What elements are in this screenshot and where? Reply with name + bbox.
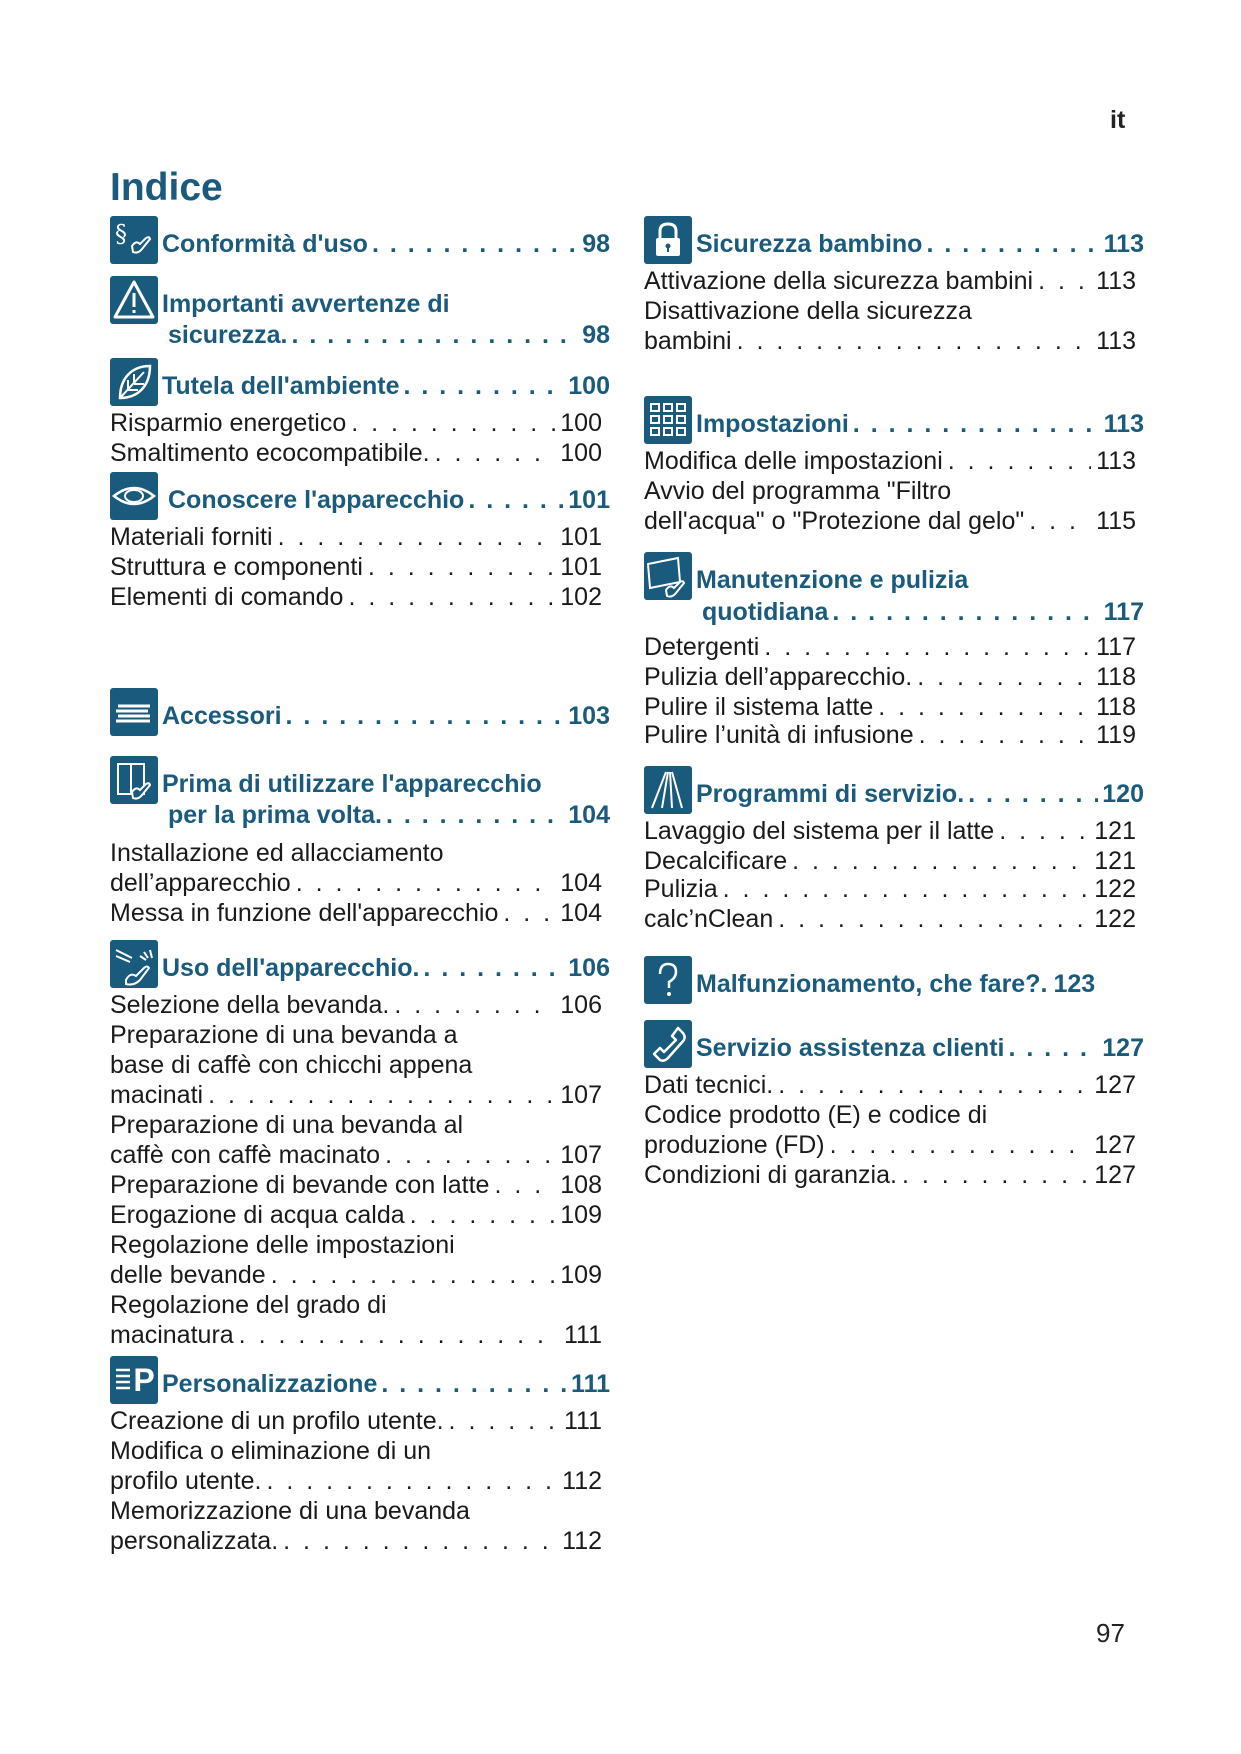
toc-entry[interactable]: Struttura e componenti . . . 101 [110,552,602,582]
toc-heading-customer-service[interactable]: Servizio assistenza clienti . . . 127 [696,1032,1144,1064]
toc-entry[interactable]: Risparmio energetico . . . 100 [110,408,602,438]
toc-heading-settings[interactable]: Impostazioni . . . 113 [696,408,1144,440]
use-icon [110,940,158,988]
personalization-icon: P [110,1356,158,1404]
toc-entry[interactable]: Lavaggio del sistema per il latte . . . 121 [644,816,1136,846]
toc-entry[interactable]: Pulire il sistema latte . . . 118 [644,692,1136,722]
lock-icon [644,216,692,264]
toc-entry[interactable]: Disattivazione della sicurezza bambini . . . 113 [644,296,1136,356]
toc-entry[interactable]: Materiali forniti . . . 101 [110,522,602,552]
toc-heading-safety-line1[interactable]: Importanti avvertenze di [162,290,450,318]
toc-heading-maintenance[interactable]: quotidiana . . . 117 [702,596,1144,628]
svg-text:§: § [115,220,127,248]
service-programs-icon [644,766,692,814]
toc-heading-accessories[interactable]: Accessori . . . 103 [162,700,610,732]
toc-entry[interactable]: Regolazione del grado di macinatura . . . 111 [110,1290,602,1350]
toc-entry[interactable]: Memorizzazione di una bevanda personalizzata. . . . 112 [110,1496,602,1556]
toc-heading-first-use[interactable]: per la prima volta. . . . 104 [168,799,610,831]
eye-icon [110,472,158,520]
toc-entry[interactable]: Detergenti . . . 117 [644,632,1136,662]
toc-entry[interactable]: Pulizia . . . 122 [644,874,1136,904]
toc-entry[interactable]: Codice prodotto (E) e codice di produzione (FD) . . . 127 [644,1100,1136,1160]
toc-heading-personalization[interactable]: Personalizzazione . . . 111 [162,1368,610,1400]
toc-entry[interactable]: Preparazione di bevande con latte . . . 108 [110,1170,602,1200]
toc-heading-safety[interactable]: sicurezza. . . . 98 [168,319,610,351]
toc-heading-child-lock[interactable]: Sicurezza bambino . . . 113 [696,228,1144,260]
toc-entry[interactable]: Creazione di un profilo utente. . . . 111 [110,1406,602,1436]
page-number: 97 [1096,1618,1125,1648]
settings-grid-icon [644,396,692,444]
question-icon [644,956,692,1004]
toc-heading-first-use-line1[interactable]: Prima di utilizzare l'apparecchio [162,770,542,798]
toc-entry[interactable]: Pulizia dell’apparecchio. . . . 118 [644,662,1136,692]
toc-heading-appliance[interactable]: Conoscere l'apparecchio . . . 101 [168,484,610,516]
toc-entry[interactable]: Decalcificare . . . 121 [644,846,1136,876]
toc-entry[interactable]: Modifica o eliminazione di un profilo utente. . . . 112 [110,1436,602,1496]
accessories-icon [110,688,158,736]
toc-entry[interactable]: Regolazione delle impostazioni delle bevande . . . 109 [110,1230,602,1290]
toc-entry[interactable]: Pulire l’unità di infusione . . . 119 [644,720,1136,750]
conformity-icon [110,216,158,264]
toc-entry[interactable]: Elementi di comando . . . 102 [110,582,602,612]
toc-entry[interactable]: Erogazione di acqua calda . . . 109 [110,1200,602,1230]
leaf-icon [110,358,158,406]
toc-heading-environment[interactable]: Tutela dell'ambiente . . . 100 [162,370,610,402]
language-code: it [1110,106,1126,134]
toc-heading-troubleshooting[interactable]: Malfunzionamento, che fare?. 123 [696,970,1096,998]
toc-entry[interactable]: Installazione ed allacciamento dell’apparecchio . . . 104 [110,838,602,898]
toc-entry[interactable]: Preparazione di una bevanda al caffè con caffè macinato . . . 107 [110,1110,602,1170]
page-title: Indice [110,166,223,209]
toc-entry[interactable]: Condizioni di garanzia. . . . 127 [644,1160,1136,1190]
toc-entry[interactable]: Preparazione di una bevanda a base di caffè con chicchi appena macinati . . . 107 [110,1020,602,1110]
toc-entry[interactable]: calc’nClean . . . 122 [644,904,1136,934]
first-use-icon [110,756,158,804]
toc-entry[interactable]: Avvio del programma "Filtro dell'acqua" o "Protezione dal gelo" . . . 115 [644,476,1136,536]
warning-icon [110,276,158,324]
cleaning-icon [644,552,692,600]
toc-heading-service-programs[interactable]: Programmi di servizio. . . . 120 [696,778,1144,810]
toc-heading-conformity[interactable]: Conformità d'uso . . . 98 [162,228,610,260]
toc-entry[interactable]: Selezione della bevanda. . . . 106 [110,990,602,1020]
toc-heading-use[interactable]: Uso dell'apparecchio. . . . 106 [162,952,610,984]
toc-entry[interactable]: Modifica delle impostazioni . . . 113 [644,446,1136,476]
phone-icon [644,1020,692,1068]
toc-entry[interactable]: Messa in funzione dell'apparecchio . . . 104 [110,898,602,928]
toc-entry[interactable]: Dati tecnici. . . . 127 [644,1070,1136,1100]
toc-heading-maintenance-line1[interactable]: Manutenzione e pulizia [696,566,969,594]
toc-entry[interactable]: Attivazione della sicurezza bambini . . . 113 [644,266,1136,296]
toc-entry[interactable]: Smaltimento ecocompatibile. . . . 100 [110,438,602,468]
